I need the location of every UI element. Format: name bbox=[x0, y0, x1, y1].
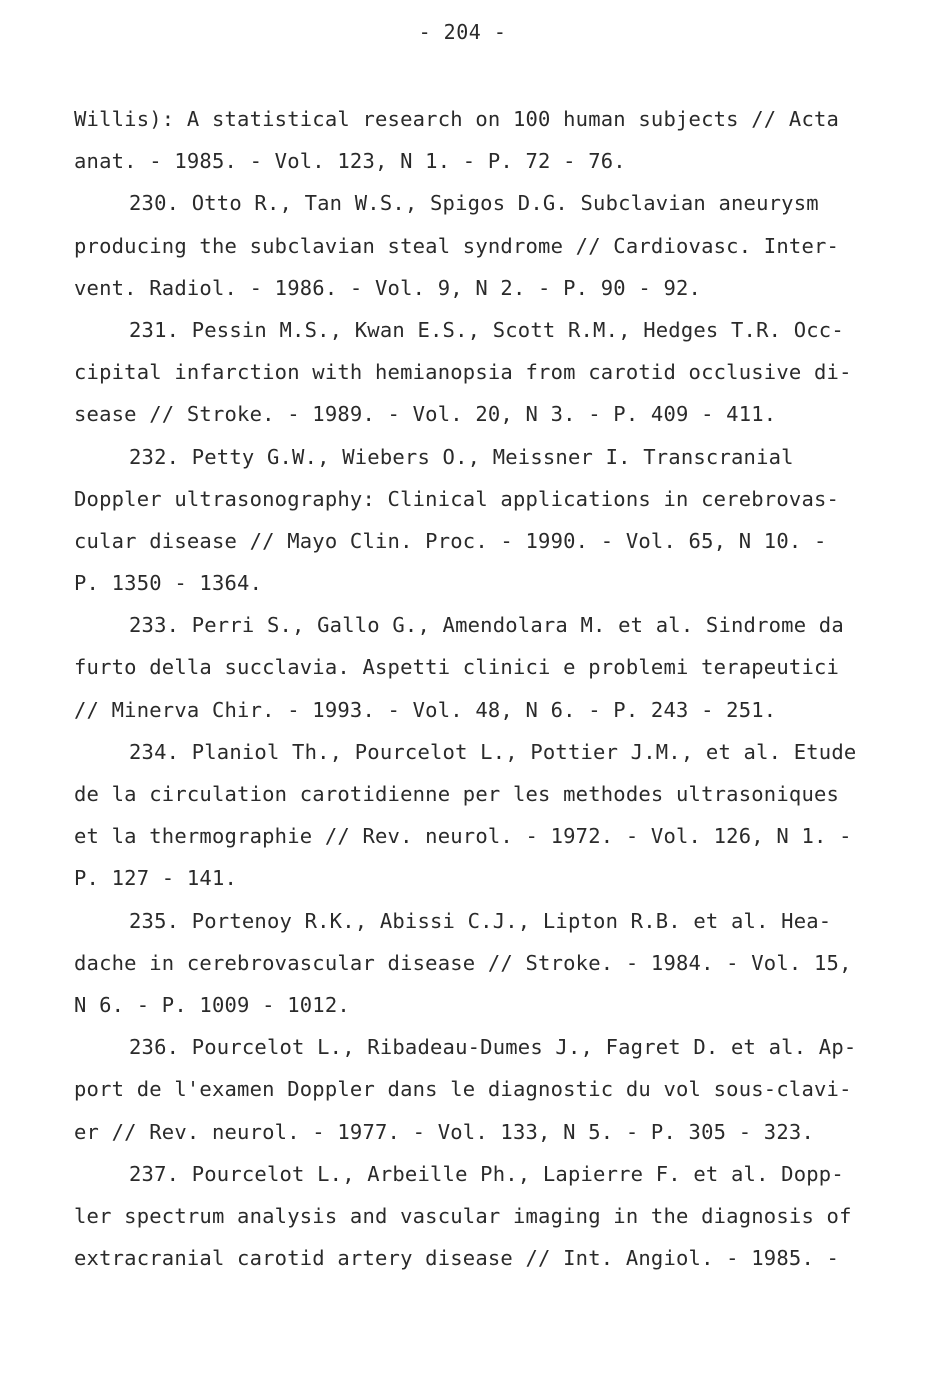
text-line: vent. Radiol. - 1986. - Vol. 9, N 2. - P. 90 - 92. bbox=[74, 275, 702, 300]
reference-232-start: 232. Petty G.W., Wiebers O., Meissner I. Transcranial bbox=[129, 444, 794, 469]
reference-230-start: 230. Otto R., Tan W.S., Spigos D.G. Subclavian aneurysm bbox=[129, 191, 819, 216]
text-line: et la thermographie // Rev. neurol. - 1972. - Vol. 126, N 1. - bbox=[74, 824, 852, 849]
reference-234-start: 234. Planiol Th., Pourcelot L., Pottier J.M., et al. Etude bbox=[129, 739, 857, 764]
text-line: P. 127 - 141. bbox=[74, 866, 238, 891]
reference-236-start: 236. Pourcelot L., Ribadeau-Dumes J., Fagret D. et al. Ap- bbox=[129, 1035, 857, 1060]
text-line: sease // Stroke. - 1989. - Vol. 20, N 3. - P. 409 - 411. bbox=[74, 402, 777, 427]
text-line: Willis): A statistical research on 100 human subjects // Acta bbox=[74, 107, 840, 131]
text-line: cular disease // Mayo Clin. Proc. - 1990. - Vol. 65, N 10. - bbox=[74, 528, 827, 553]
reference-235-start: 235. Portenoy R.K., Abissi C.J., Lipton R.B. et al. Hea- bbox=[129, 908, 832, 933]
reference-237-start: 237. Pourcelot L., Arbeille Ph., Lapierre F. et al. Dopp- bbox=[129, 1161, 844, 1186]
text-line: extracranial carotid artery disease // Int. Angiol. - 1985. - bbox=[74, 1246, 840, 1271]
reference-233-start: 233. Perri S., Gallo G., Amendolara M. et al. Sindrome da bbox=[129, 613, 844, 638]
reference-list bbox=[74, 98, 857, 1279]
text-line: N 6. - P. 1009 - 1012. bbox=[74, 992, 350, 1017]
text-line: er // Rev. neurol. - 1977. - Vol. 133, N 5. - P. 305 - 323. bbox=[74, 1119, 814, 1144]
page-number: - 204 - bbox=[418, 20, 507, 44]
text-line: dache in cerebrovascular disease // Stroke. - 1984. - Vol. 15, bbox=[74, 950, 852, 975]
text-line: furto della succlavia. Aspetti clinici e problemi terapeutici bbox=[74, 655, 840, 680]
text-line: Doppler ultrasonography: Clinical applications in cerebrovas- bbox=[74, 486, 840, 511]
text-line: port de l'examen Doppler dans le diagnostic du vol sous-clavi- bbox=[74, 1077, 852, 1102]
text-line: producing the subclavian steal syndrome // Cardiovasc. Inter- bbox=[74, 233, 840, 258]
text-line: P. 1350 - 1364. bbox=[74, 571, 263, 596]
text-line: anat. - 1985. - Vol. 123, N 1. - P. 72 - 76. bbox=[74, 149, 626, 174]
text-line: // Minerva Chir. - 1993. - Vol. 48, N 6. - P. 243 - 251. bbox=[74, 697, 777, 722]
text-line: ler spectrum analysis and vascular imaging in the diagnosis of bbox=[74, 1203, 852, 1228]
text-line: cipital infarction with hemianopsia from carotid occlusive di- bbox=[74, 360, 852, 385]
text-line: de la circulation carotidienne per les methodes ultrasoniques bbox=[74, 782, 840, 806]
reference-231-start: 231. Pessin M.S., Kwan E.S., Scott R.M., Hedges T.R. Occ- bbox=[129, 317, 844, 342]
